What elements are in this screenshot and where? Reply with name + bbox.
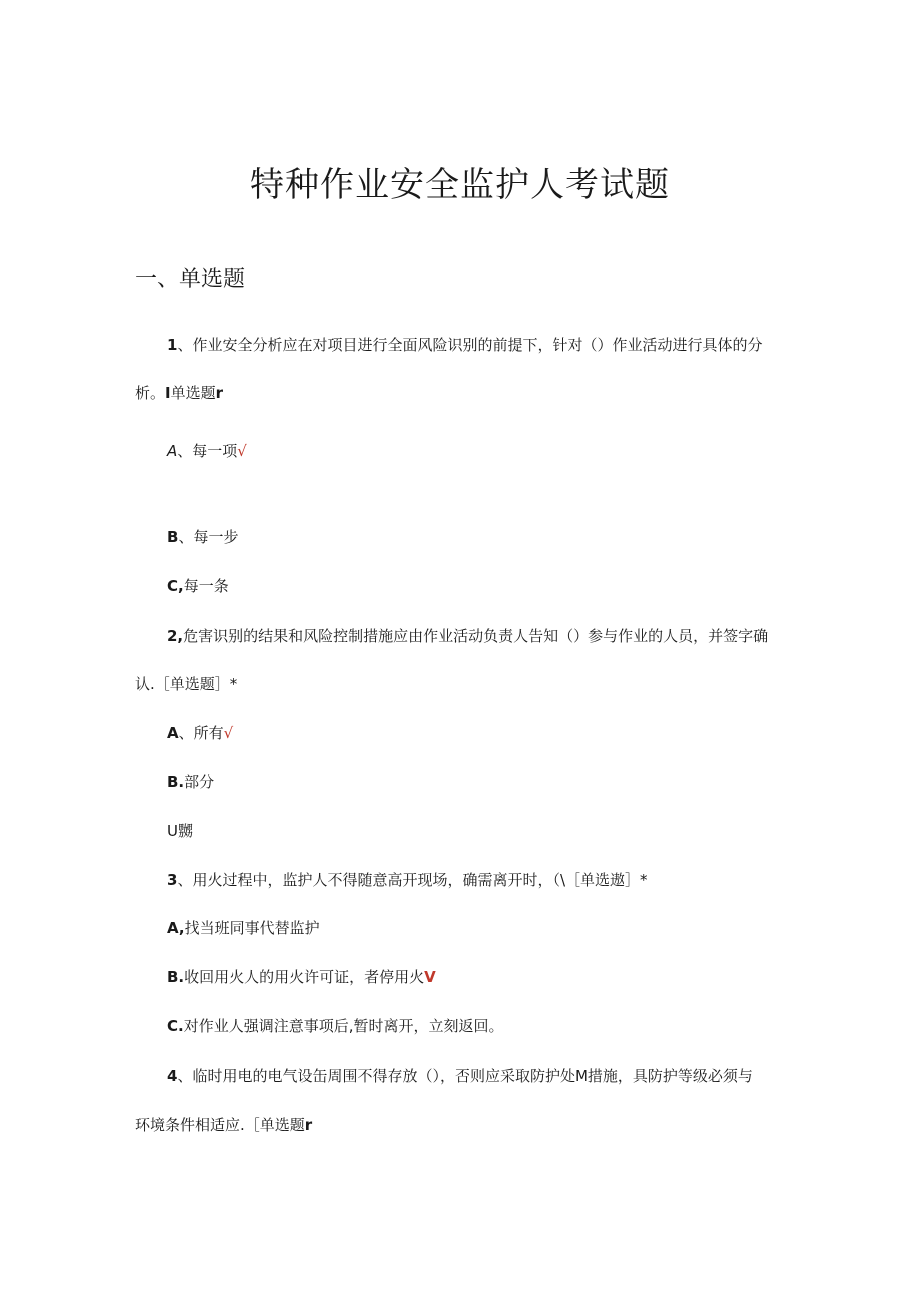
question-1-line-1	[167, 334, 762, 356]
option-text: 收回用火人的用火许可证，者停用火	[184, 968, 425, 986]
question-4-number: 4	[167, 1067, 178, 1085]
question-2-line-2: 认.［单选题］*	[135, 675, 238, 693]
option-text: 部分	[184, 773, 215, 791]
correct-check-icon: V	[424, 968, 436, 986]
option-letter: B	[167, 528, 179, 546]
question-1-option-b[interactable]	[167, 526, 238, 548]
option-text: 、每一项	[177, 442, 238, 460]
question-3-option-b[interactable]	[167, 966, 436, 988]
question-2-option-b[interactable]	[167, 771, 214, 793]
question-1-text-end: 析。	[135, 384, 166, 402]
option-letter: B.	[167, 773, 185, 791]
question-2-option-c[interactable]: U嬲	[167, 822, 193, 840]
question-4-type-end: r	[304, 1116, 313, 1134]
question-1-bracket: I	[165, 384, 171, 402]
question-2-line-1	[167, 625, 768, 647]
correct-check-icon: √	[237, 442, 247, 460]
option-text: 、所有	[178, 724, 224, 742]
question-2-option-a[interactable]	[167, 722, 233, 744]
option-letter: A	[167, 724, 179, 742]
question-3-number: 3	[167, 871, 178, 889]
question-3-line-1	[167, 869, 648, 891]
question-1-line-2	[135, 382, 223, 404]
question-1-text: 、作业安全分析应在对项目进行全面风险识别的前提下，针对（）作业活动进行具体的分	[177, 336, 763, 354]
question-3-text: 、用火过程中，监护人不得随意高开现场，确需离开时，（\［单选遨］*	[177, 871, 648, 889]
option-letter: C,	[167, 577, 184, 595]
page-title: 特种作业安全监护人考试题	[250, 165, 670, 205]
question-4-line-1	[167, 1065, 753, 1087]
question-4-text: 、临时用电的电气设缶周围不得存放（），否则应采取防护处M措施，具防护等级必须与	[177, 1067, 753, 1085]
correct-check-icon: √	[223, 724, 234, 742]
question-2-text: 危害识别的结果和风险控制措施应由作业活动负责人告知（）参与作业的人员，并签字确	[183, 627, 769, 645]
option-letter: B.	[167, 968, 185, 986]
option-text: 、每一步	[178, 528, 239, 546]
option-text: 每一条	[183, 577, 229, 595]
question-3-option-a[interactable]	[167, 917, 320, 939]
question-2-number: 2,	[167, 627, 184, 645]
question-1-type: 单选题	[170, 384, 216, 402]
option-letter: A,	[167, 919, 185, 937]
section-heading: 一、单选题	[135, 267, 246, 292]
option-letter: A	[167, 442, 178, 460]
question-4-line-2	[135, 1114, 312, 1136]
question-3-option-c[interactable]	[167, 1015, 504, 1037]
question-1-option-c[interactable]	[167, 575, 229, 597]
question-1-type-end: r	[215, 384, 224, 402]
question-1-number: 1	[167, 336, 178, 354]
option-letter: C.	[167, 1017, 184, 1035]
option-text: 找当班同事代替监护	[184, 919, 320, 937]
question-1-option-a[interactable]	[167, 440, 247, 462]
option-text: 对作业人强调注意事项后,暂时离开，立刻返回。	[183, 1017, 504, 1035]
question-4-text-end: 环境条件相适应.［单选题	[135, 1116, 305, 1134]
